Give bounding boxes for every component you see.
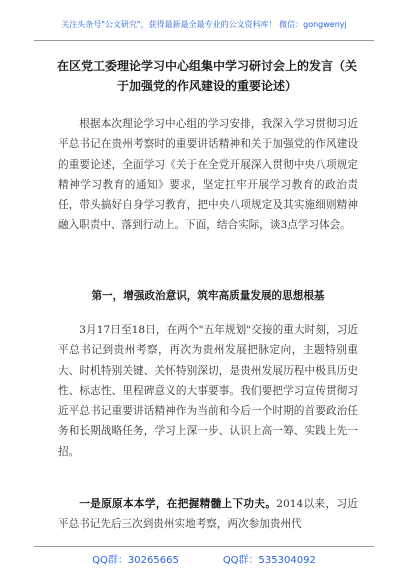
document-title xyxy=(38,56,376,96)
section-heading-1: 第一，增强政治意识，筑牢高质量发展的思想根基 xyxy=(91,290,325,302)
top-banner xyxy=(34,8,374,41)
qq-group-2: QQ群：535304092 xyxy=(222,554,316,566)
point-1-lead: 一是原原本本学，在把握精髓上下功夫。 xyxy=(79,498,277,510)
intro-paragraph: 根据本次理论学习中心组的学习安排，我深入学习贯彻习近平总书记在贵州考察时的重要讲话精神和关于加强党的作风建设的重要论述，全面学习《关于在全党开展深入贯彻中央八项规定精神学习教育的通知》要求，坚定扛牢开展学习教育的政治责任，带头搞好自身学习教育，把中央八项规定及其实施细则精神融入职责中、落到行动上。下面，结合实际，谈3点学习体会。 xyxy=(58,118,358,232)
section-1-paragraph: 3月17日至18日，在两个"五年规划"交接的重大时刻，习近平总书记到贵州考察，再次为贵州发展把脉定向，主题特别重大、时机特别关键、关怀特别深切，是贵州发展历程中极具历史性、标志性、里程碑意义的大事要事。我们要把学习宣传贯彻习近平总书记重要讲话精神作为当前和今后一个时期的首要政治任务和长期战略任务，学习上深一步、认识上高一筹、实践上先一招。 xyxy=(58,324,358,458)
title-line-2: 于加强党的作风建设的重要论述） xyxy=(116,79,297,93)
point-1-text: 2014以来，习近平总书记先后三次到贵州实地考察，两次参加贵州代 xyxy=(58,498,358,531)
banner-text: 关注头条号"公文研究"，获得最新最全最专业的公文资料库！ 微信：gongwenyj xyxy=(61,19,347,29)
bottom-bar xyxy=(34,546,374,569)
title-line-1: 在区党工委理论学习中心组集中学习研讨会上的发言（关 xyxy=(56,59,357,73)
point-1-paragraph xyxy=(58,494,358,535)
qq-group-1: QQ群：30265665 xyxy=(92,554,179,566)
